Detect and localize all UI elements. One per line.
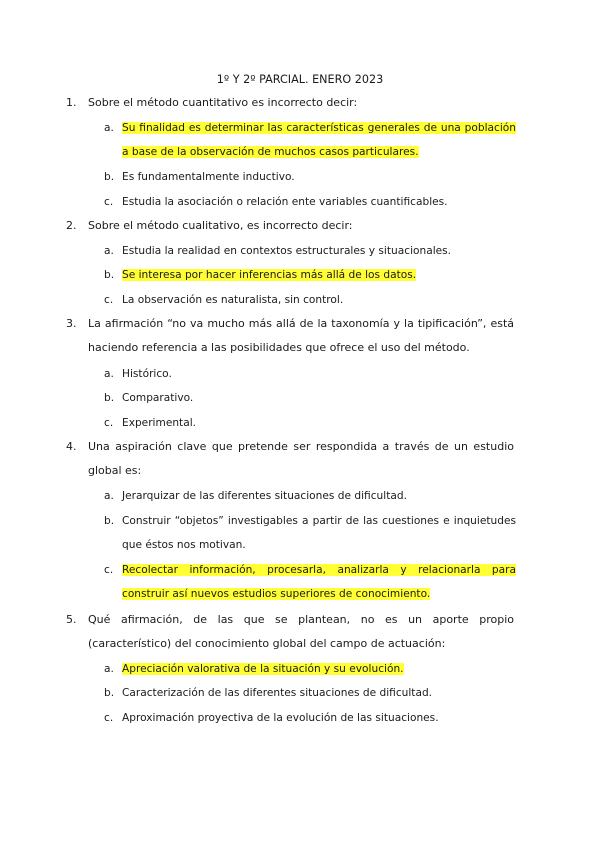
- option-4c: [104, 558, 516, 607]
- option-letter: a.: [104, 122, 114, 134]
- option-text: Experimental.: [122, 417, 197, 429]
- option-letter: b.: [104, 392, 115, 404]
- page-title: 1º Y 2º PARCIAL. ENERO 2023: [216, 73, 384, 86]
- option-highlighted-text: Su finalidad es determinar las características generales de una población a base de la observación de muchos casos particulares.: [122, 122, 516, 159]
- option-1c: [104, 190, 516, 214]
- option-letter: c.: [104, 417, 114, 429]
- option-text: La observación es naturalista, sin control.: [122, 294, 344, 306]
- question-3: [66, 312, 514, 361]
- question-number: 2.: [66, 219, 77, 232]
- option-text: Estudia la asociación o relación ente variables cuantificables.: [122, 196, 448, 208]
- question-2: [66, 214, 514, 238]
- option-1a: [104, 116, 516, 165]
- option-letter: a.: [104, 663, 114, 675]
- option-text: [122, 558, 516, 607]
- option-letter: c.: [104, 564, 114, 576]
- option-4b: [104, 509, 516, 558]
- question-text: La afirmación “no va mucho más allá de la taxonomía y la tipificación”, está haciendo referencia a las posibilidades que ofrece el uso del método.: [88, 317, 514, 355]
- question-number: 1.: [66, 96, 77, 109]
- option-highlighted-text: Se interesa por hacer inferencias más allá de los datos.: [122, 269, 417, 281]
- option-text: Caracterización de las diferentes situaciones de dificultad.: [122, 687, 433, 699]
- option-letter: b.: [104, 269, 115, 281]
- option-3c: [104, 411, 516, 435]
- option-text: Es fundamentalmente inductivo.: [122, 171, 295, 183]
- option-highlighted-text: Apreciación valorativa de la situación y su evolución.: [122, 663, 404, 675]
- option-letter: b.: [104, 515, 115, 527]
- option-letter: c.: [104, 712, 114, 724]
- option-text: Construir “objetos” investigables a partir de las cuestiones e inquietudes que éstos nos motivan.: [122, 515, 516, 552]
- option-letter: a.: [104, 490, 114, 502]
- question-text: Una aspiración clave que pretende ser respondida a través de un estudio global es:: [88, 440, 514, 478]
- option-1b: [104, 165, 516, 189]
- option-3a: [104, 362, 516, 386]
- option-text: [122, 657, 516, 681]
- question-4: [66, 435, 514, 484]
- option-text: Aproximación proyectiva de la evolución de las situaciones.: [122, 712, 439, 724]
- question-text: Sobre el método cualitativo, es incorrecto decir:: [88, 219, 353, 232]
- question-5: [66, 608, 514, 657]
- option-text: Histórico.: [122, 368, 172, 380]
- question-number: 4.: [66, 440, 77, 453]
- option-highlighted-text: Recolectar información, procesarla, analizarla y relacionarla para construir así nuevos estudios superiores de conocimiento.: [122, 564, 516, 601]
- option-letter: c.: [104, 294, 114, 306]
- option-4a: [104, 484, 516, 508]
- option-letter: b.: [104, 171, 115, 183]
- question-number: 3.: [66, 317, 77, 330]
- option-letter: b.: [104, 687, 115, 699]
- option-2b: [104, 263, 516, 287]
- option-letter: c.: [104, 196, 114, 208]
- option-3b: [104, 386, 516, 410]
- option-text: Jerarquizar de las diferentes situaciones de dificultad.: [122, 490, 407, 502]
- option-2c: [104, 288, 516, 312]
- option-2a: [104, 239, 516, 263]
- question-text: Qué afirmación, de las que se plantean, no es un aporte propio (característico) del conocimiento global del campo de actuación:: [88, 613, 514, 651]
- option-5b: [104, 681, 516, 705]
- question-number: 5.: [66, 613, 77, 626]
- option-text: Estudia la realidad en contextos estructurales y situacionales.: [122, 245, 452, 257]
- option-text: Comparativo.: [122, 392, 194, 404]
- option-text: [122, 116, 516, 165]
- option-5a: [104, 657, 516, 681]
- option-letter: a.: [104, 245, 114, 257]
- question-text: Sobre el método cuantitativo es incorrecto decir:: [88, 96, 358, 109]
- question-1: [66, 91, 514, 115]
- option-text: [122, 263, 516, 287]
- option-5c: [104, 706, 516, 730]
- option-letter: a.: [104, 368, 114, 380]
